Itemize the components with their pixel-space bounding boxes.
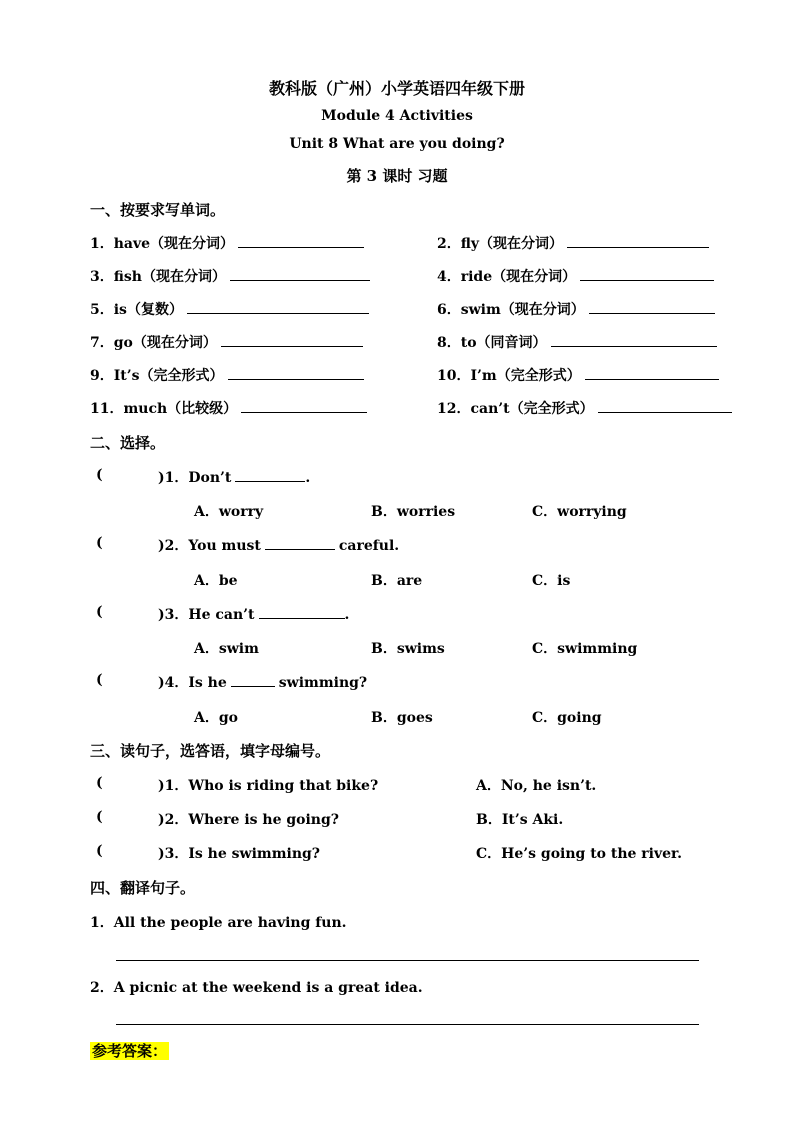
option-b[interactable]: B．goes <box>371 710 433 726</box>
choice-question-3 <box>158 604 349 624</box>
word-item-9 <box>90 365 364 385</box>
word-item-label: 7．go（现在分词） <box>90 335 217 351</box>
match-question-1 <box>158 775 378 795</box>
option-b[interactable]: B．are <box>371 573 423 589</box>
match-answer-b: B．It’s Aki. <box>476 812 564 828</box>
option-c[interactable]: C．worrying <box>532 504 627 520</box>
section3-heading: 三、读句子，选答语，填字母编号。 <box>90 742 331 760</box>
question-stem-end: . <box>344 607 350 623</box>
word-item-label: 12．can’t（完全形式） <box>437 401 594 417</box>
answer-blank[interactable] <box>551 332 717 347</box>
answer-line-2[interactable] <box>116 1024 699 1025</box>
section4-heading: 四、翻译句子。 <box>90 879 196 897</box>
word-item-label: 11．much（比较级） <box>90 401 238 417</box>
choice-question-1 <box>158 467 310 487</box>
option-b[interactable]: B．swims <box>371 641 445 657</box>
answers-label <box>90 1040 169 1061</box>
answer-paren-open: ( <box>96 467 103 483</box>
word-item-8 <box>437 332 717 352</box>
module-title: Module 4 Activities <box>321 108 473 124</box>
word-item-3 <box>90 266 370 286</box>
answers-label-text: 参考答案： <box>92 1042 168 1060</box>
section1-heading: 一、按要求写单词。 <box>90 201 226 219</box>
answer-paren-open: ( <box>96 843 103 859</box>
answer-paren-close: ) <box>158 607 165 623</box>
option-a[interactable]: A．be <box>194 573 238 589</box>
match-question-3 <box>158 843 320 863</box>
lesson-title: 第 3 课时 习题 <box>346 167 448 185</box>
answer-blank[interactable] <box>238 233 364 248</box>
word-item-12 <box>437 398 732 418</box>
answer-paren-open: ( <box>96 775 103 791</box>
answer-blank[interactable] <box>265 535 335 550</box>
answer-paren-close: ) <box>158 812 165 828</box>
section2-heading: 二、选择。 <box>90 434 166 452</box>
choice-question-4 <box>158 672 367 692</box>
option-c[interactable]: C．is <box>532 573 571 589</box>
word-item-label: 1．have（现在分词） <box>90 236 235 252</box>
option-a[interactable]: A．go <box>194 710 238 726</box>
option-b[interactable]: B．worries <box>371 504 456 520</box>
answer-blank[interactable] <box>598 398 732 413</box>
answer-paren-open: ( <box>96 535 103 551</box>
word-item-1 <box>90 233 364 253</box>
answer-blank[interactable] <box>241 398 367 413</box>
answer-blank[interactable] <box>589 299 715 314</box>
word-item-label: 5．is（复数） <box>90 302 183 318</box>
answer-blank[interactable] <box>221 332 363 347</box>
match-answer-a: A．No, he isn’t. <box>476 778 597 794</box>
question-stem-end: . <box>305 470 311 486</box>
word-item-label: 10．I’m（完全形式） <box>437 368 581 384</box>
page-title: 教科版（广州）小学英语四年级下册 <box>268 79 525 98</box>
word-item-7 <box>90 332 363 352</box>
option-c[interactable]: C．going <box>532 710 602 726</box>
word-item-label: 6．swim（现在分词） <box>437 302 585 318</box>
answer-blank[interactable] <box>259 604 345 619</box>
option-a[interactable]: A．worry <box>194 504 264 520</box>
word-item-11 <box>90 398 367 418</box>
answer-paren-close: ) <box>158 675 165 691</box>
answer-paren-close: ) <box>158 778 165 794</box>
match-question-2 <box>158 809 339 829</box>
answer-paren-open: ( <box>96 672 103 688</box>
word-item-10 <box>437 365 719 385</box>
question-stem-end: careful. <box>338 538 400 554</box>
answer-paren-close: ) <box>158 846 165 862</box>
question-stem: 4．Is he <box>164 675 227 691</box>
option-a[interactable]: A．swim <box>194 641 259 657</box>
answer-blank[interactable] <box>235 467 305 482</box>
unit-title: Unit 8 What are you doing? <box>289 136 505 152</box>
word-item-label: 9．It’s（完全形式） <box>90 368 224 384</box>
question-stem-end: swimming? <box>278 675 368 691</box>
match-answer-c: C．He’s going to the river. <box>476 846 683 862</box>
match-question-text: 1．Who is riding that bike? <box>164 778 379 794</box>
match-question-text: 2．Where is he going? <box>164 812 339 828</box>
answer-blank[interactable] <box>230 266 370 281</box>
answer-blank[interactable] <box>567 233 709 248</box>
answer-paren-close: ) <box>158 538 165 554</box>
answer-paren-close: ) <box>158 470 165 486</box>
word-item-5 <box>90 299 369 319</box>
word-item-4 <box>437 266 714 286</box>
word-item-label: 3．fish（现在分词） <box>90 269 226 285</box>
choice-question-2 <box>158 535 399 555</box>
option-c[interactable]: C．swimming <box>532 641 638 657</box>
answer-blank[interactable] <box>585 365 719 380</box>
word-item-6 <box>437 299 715 319</box>
translate-sentence-2: 2．A picnic at the weekend is a great idea. <box>90 980 423 996</box>
answer-blank[interactable] <box>228 365 364 380</box>
answer-blank[interactable] <box>231 672 275 687</box>
word-item-2 <box>437 233 709 253</box>
answer-paren-open: ( <box>96 809 103 825</box>
question-stem: 1．Don’t <box>164 470 232 486</box>
word-item-label: 4．ride（现在分词） <box>437 269 577 285</box>
question-stem: 3．He can’t <box>164 607 255 623</box>
answer-blank[interactable] <box>187 299 369 314</box>
translate-sentence-1: 1．All the people are having fun. <box>90 915 347 931</box>
answer-line-1[interactable] <box>116 960 699 961</box>
answer-paren-open: ( <box>96 604 103 620</box>
match-question-text: 3．Is he swimming? <box>164 846 320 862</box>
word-item-label: 2．fly（现在分词） <box>437 236 564 252</box>
word-item-label: 8．to（同音词） <box>437 335 547 351</box>
answer-blank[interactable] <box>580 266 714 281</box>
question-stem: 2．You must <box>164 538 261 554</box>
